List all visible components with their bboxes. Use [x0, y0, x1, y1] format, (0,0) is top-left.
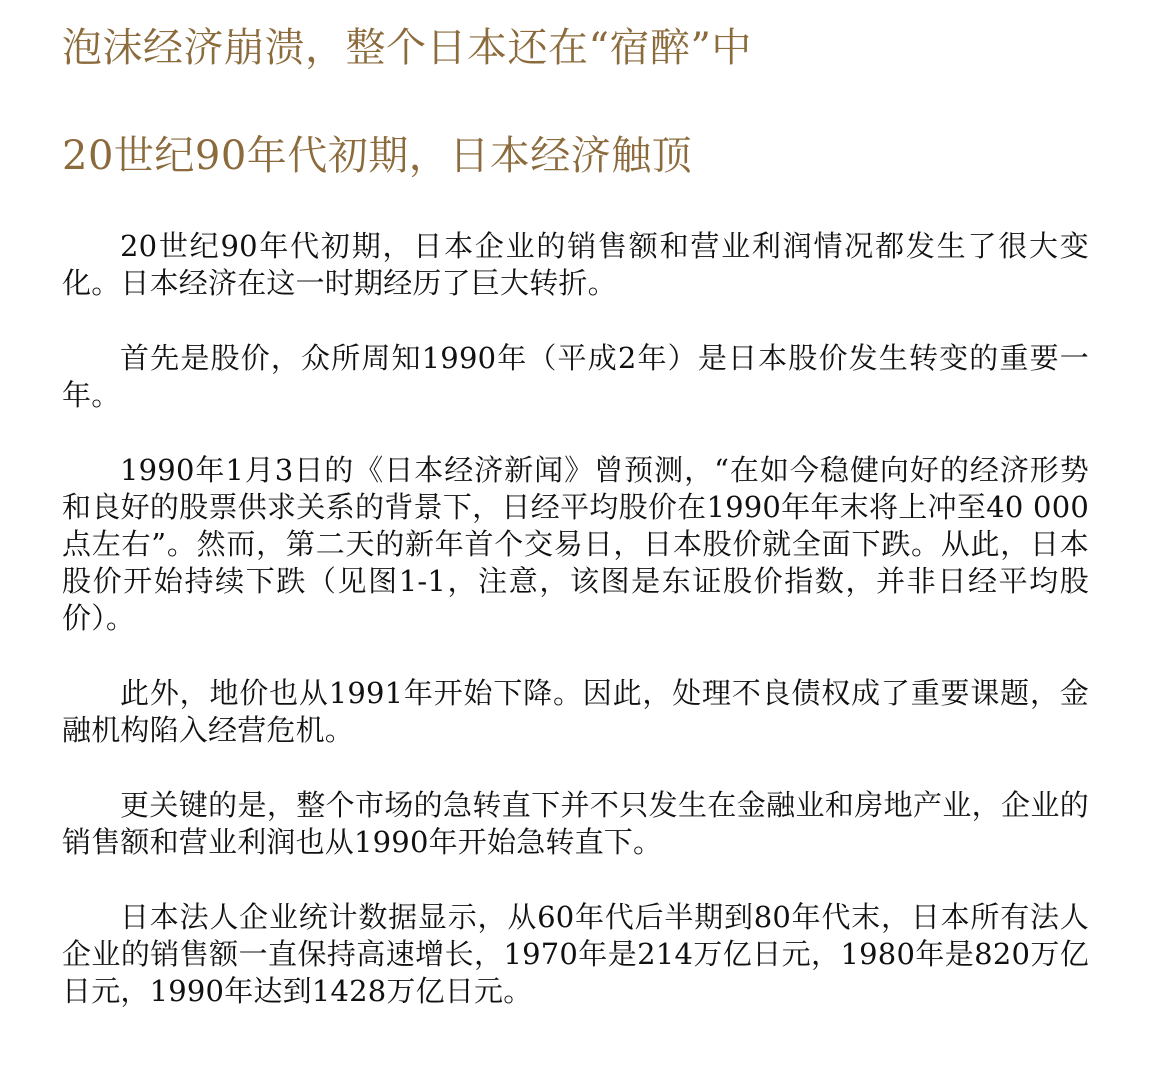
article-body	[62, 228, 1089, 1010]
paragraph-4: 此外，地价也从1991年开始下降。因此，处理不良债权成了重要课题，金融机构陷入经营危机。	[62, 676, 1089, 747]
paragraph-6: 日本法人企业统计数据显示，从60年代后半期到80年代末，日本所有法人企业的销售额一直保持高速增长，1970年是214万亿日元，1980年是820万亿日元，1990年达到1428万亿日元。	[62, 900, 1089, 1008]
paragraph-5: 更关键的是，整个市场的急转直下并不只发生在金融业和房地产业，企业的销售额和营业利润也从1990年开始急转直下。	[62, 788, 1089, 859]
document-title: 泡沫经济崩溃，整个日本还在“宿醉”中	[62, 25, 752, 71]
paragraph-3: 1990年1月3日的《日本经济新闻》曾预测，“在如今稳健向好的经济形势和良好的股票供求关系的背景下，日经平均股价在1990年年末将上冲至40 000点左右”。然而，第二天的新年首个交易日，日本股价就全面下跌。从此，日本股价开始持续下跌（见图1-1，注意，该图是东证股价指数，并非日经平均股价）。	[62, 453, 1089, 635]
paragraph-1: 20世纪90年代初期，日本企业的销售额和营业利润情况都发生了很大变化。日本经济在这一时期经历了巨大转折。	[62, 229, 1089, 300]
section-subtitle: 20世纪90年代初期，日本经济触顶	[62, 133, 693, 179]
paragraph-2: 首先是股价，众所周知1990年（平成2年）是日本股价发生转变的重要一年。	[62, 341, 1089, 412]
